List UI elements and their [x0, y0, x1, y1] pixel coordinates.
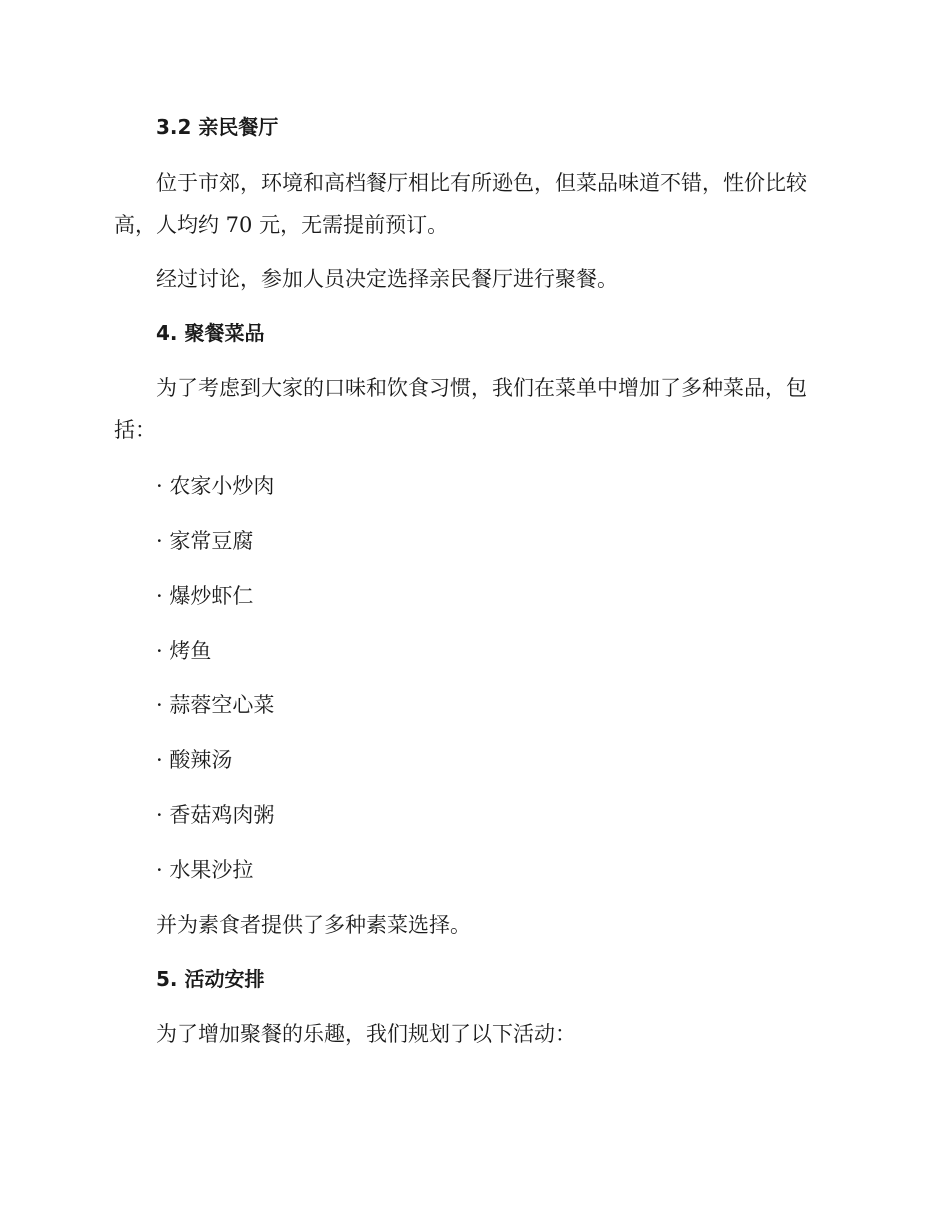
vegetarian-paragraph: 并为素食者提供了多种素菜选择。: [156, 913, 471, 937]
section-5-heading: 5. 活动安排: [156, 967, 265, 991]
dish-list-item: · 水果沙拉: [156, 858, 254, 882]
dish-list-item: · 农家小炒肉: [156, 474, 275, 498]
dish-list-item: · 烤鱼: [156, 639, 212, 663]
section-4-heading: 4. 聚餐菜品: [156, 321, 265, 345]
dish-list-item: · 香菇鸡肉粥: [156, 803, 275, 827]
dish-list-item: · 爆炒虾仁: [156, 584, 254, 608]
dish-list-item: · 酸辣汤: [156, 748, 233, 772]
section-5-paragraph: 为了增加聚餐的乐趣，我们规划了以下活动：: [156, 1022, 576, 1046]
section-4-paragraph: 为了考虑到大家的口味和饮食习惯，我们在菜单中增加了多种菜品，包括：: [114, 376, 807, 442]
section-3-2-paragraph: 位于市郊，环境和高档餐厅相比有所逊色，但菜品味道不错，性价比较高，人均约 70 元，无需提前预订。: [114, 171, 807, 237]
section-3-2-heading: 3.2 亲民餐厅: [156, 115, 279, 139]
decision-paragraph: 经过讨论，参加人员决定选择亲民餐厅进行聚餐。: [156, 267, 618, 291]
dish-list-item: · 蒜蓉空心菜: [156, 693, 275, 717]
dish-list-item: · 家常豆腐: [156, 529, 254, 553]
